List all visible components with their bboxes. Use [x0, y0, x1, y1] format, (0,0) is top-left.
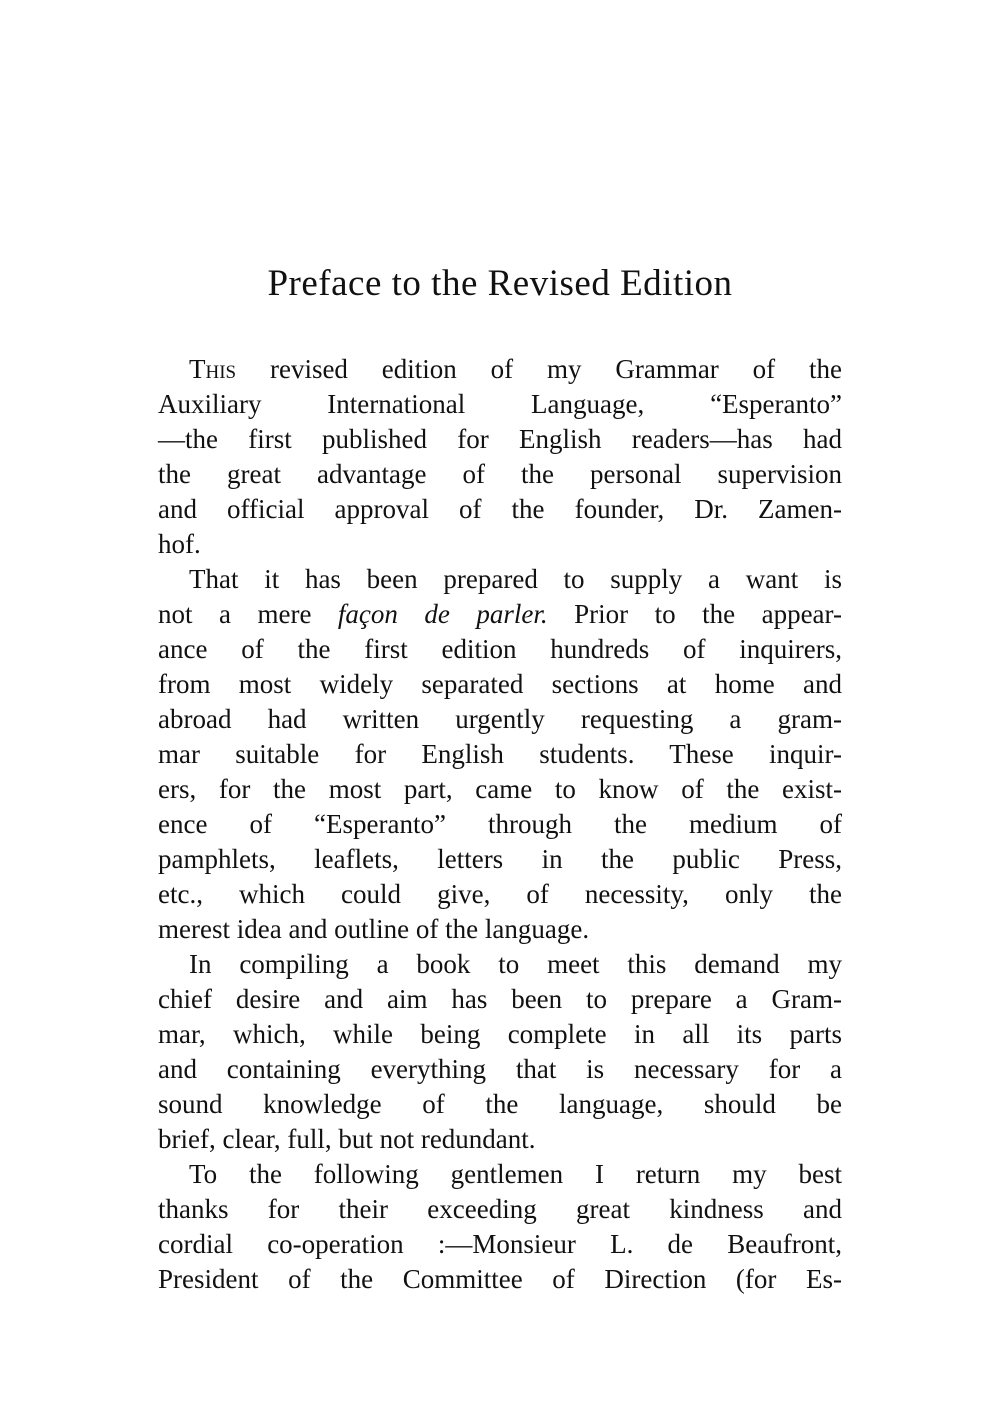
line-text: not a mere — [158, 599, 338, 629]
text-line — [158, 597, 842, 632]
text-line: cordial co-operation :—Monsieur L. de Beaufront, — [158, 1229, 842, 1259]
text-line: from most widely separated sections at home and — [158, 669, 842, 699]
text-line: pamphlets, leaflets, letters in the public Press, — [158, 844, 842, 874]
text-line: abroad had written urgently requesting a gram- — [158, 704, 842, 734]
text-line: hof. — [158, 529, 201, 559]
drop-word: This — [189, 354, 237, 384]
text-line: and containing everything that is necessary for a — [158, 1054, 842, 1084]
text-line: That it has been prepared to supply a want is — [189, 564, 842, 594]
line-text: revised edition of my Grammar of the — [236, 354, 842, 384]
text-line: President of the Committee of Direction (for Es- — [158, 1264, 842, 1294]
text-line: merest idea and outline of the language. — [158, 914, 590, 944]
text-line: To the following gentlemen I return my best — [189, 1159, 842, 1189]
text-line: chief desire and aim has been to prepare a Gram- — [158, 984, 842, 1014]
text-line: Auxiliary International Language, “Esperanto” — [158, 389, 842, 419]
text-line: etc., which could give, of necessity, only the — [158, 879, 842, 909]
text-line — [189, 352, 842, 387]
text-line: ers, for the most part, came to know of the exist- — [158, 774, 842, 804]
text-line: brief, clear, full, but not redundant. — [158, 1124, 536, 1154]
text-line: ance of the first edition hundreds of inquirers, — [158, 634, 842, 664]
italic-phrase: façon de parler. — [337, 599, 548, 629]
page-title: Preface to the Revised Edition — [267, 263, 733, 304]
text-line: In compiling a book to meet this demand my — [189, 949, 842, 979]
text-line: sound knowledge of the language, should be — [158, 1089, 842, 1119]
text-line: and official approval of the founder, Dr. Zamen- — [158, 494, 842, 524]
text-line: the great advantage of the personal supervision — [158, 459, 842, 489]
text-line: ence of “Esperanto” through the medium of — [158, 809, 842, 839]
text-line: mar, which, while being complete in all its parts — [158, 1019, 842, 1049]
line-text: Prior to the appear- — [547, 599, 842, 629]
text-line: mar suitable for English students. These inquir- — [158, 739, 842, 769]
text-line: thanks for their exceeding great kindness and — [158, 1194, 842, 1224]
text-line: —the first published for English readers—has had — [158, 424, 842, 454]
